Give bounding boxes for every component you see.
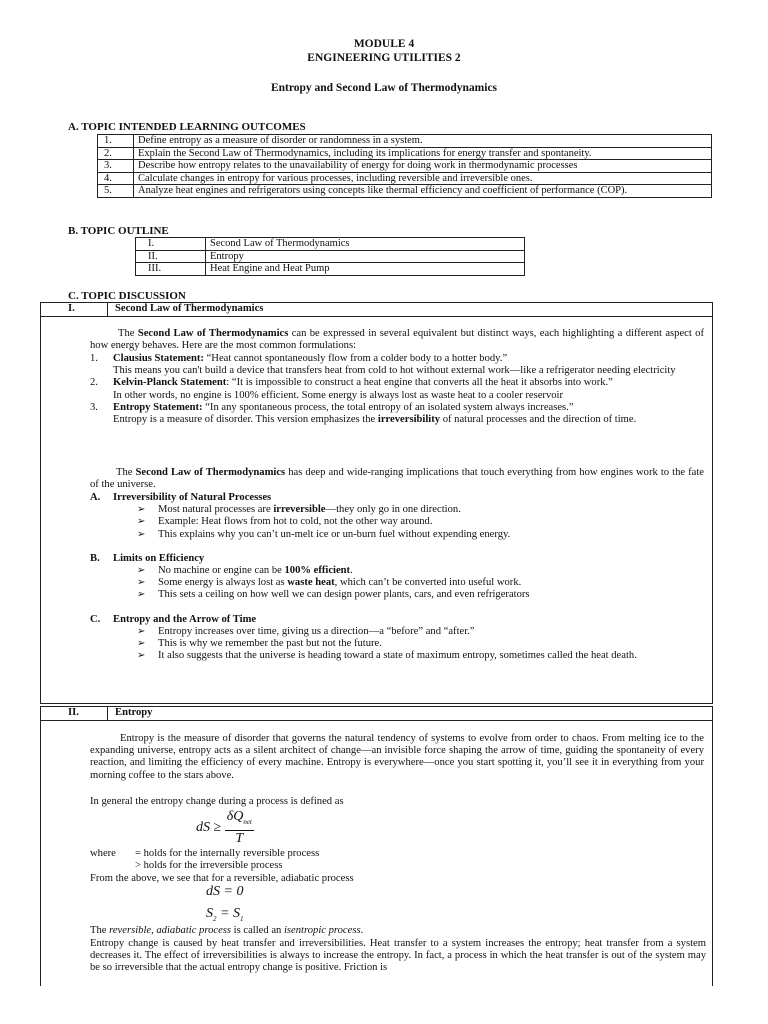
implication-subsection [90,553,710,602]
arrow-bullet-icon: ➢ [137,528,146,540]
statement-number: 1. [90,353,98,364]
where-reversible: = holds for the internally reversible process [135,848,320,859]
statement-detail [113,365,703,377]
arrow-bullet-icon: ➢ [137,650,146,662]
statement-detail-text: This means you can't build a device that transfers heat from cold to hot without external work—like a refrigerator needing electricity [113,365,676,377]
part-one-title: Second Law of Thermodynamics [115,303,264,314]
bullet-item [90,577,698,589]
topic-outline-table [135,237,525,276]
statement-line [113,402,710,414]
part-two-title: Entropy [115,707,153,718]
outline-text: Entropy [206,250,525,263]
arrow-bullet-icon: ➢ [137,625,146,637]
bullet-text: Example: Heat flows from hot to cold, not the other way around. [158,516,433,528]
part-two-number: II. [68,707,79,718]
statement-detail-text: Entropy is a measure of disorder. This version emphasizes the [113,414,378,426]
outcome-text: Describe how entropy relates to the unavailability of energy for doing work in thermodynamic processes [134,160,712,173]
outcome-text: Define entropy as a measure of disorder or randomness in a system. [134,135,712,148]
bullet-item [90,504,698,516]
bullet-item [90,638,698,650]
bullet-text: This sets a ceiling on how well we can design power plants, cars, and even refrigerators [158,589,530,601]
arrow-bullet-icon: ➢ [137,565,146,577]
outline-number: I. [136,238,206,251]
bullet-text: This explains why you can’t un-melt ice or un-burn fuel without expending energy. [158,528,511,540]
arrow-bullet-icon: ➢ [137,504,146,516]
bullet-text: Some energy is always lost as waste heat, which can’t be converted into useful work. [158,577,522,589]
statement-line [113,377,710,389]
outcome-text: Explain the Second Law of Thermodynamics, including its implications for energy transfer and spontaneity. [134,147,712,160]
isentropic-equation: $S_2 = S_1$ [206,906,244,923]
outcome-row [98,172,712,185]
statement-detail [113,414,703,426]
outline-row [136,238,525,251]
bullet-item [90,650,698,662]
arrow-bullet-icon: ➢ [137,638,146,650]
implication-subsection [90,492,710,541]
bullet-item [90,565,698,577]
entropy-intro: Entropy is the measure of disorder that governs the natural tendency of systems to evolve from order to chaos. From melting ice to the expanding universe, entropy acts as a silent architect of change—an invisible force shaping the arrow of time, guiding the spontaneity of every reaction, and limiting the efficiency of every machine. Entropy is everywhere—once you start spotting it, you’ll see it in everything from your morning coffee to the stars above. [90,733,704,781]
reversible-adiabatic-equation: dS = 0 [206,884,244,899]
bullet-item [90,626,698,638]
bullet-item [90,516,698,528]
statement-detail-text: of natural processes and the direction of time. [440,414,637,426]
subsection-title: Limits on Efficiency [113,552,205,564]
entropy-change-paragraph: Entropy change is caused by heat transfer and irreversibilities. Heat transfer to a system increases the entropy; heat transfer from a system decreases it. The effect of irreversibilities is always to increase the entropy. In fact, a process in which the heat transfer is out of the system may be so irreversible that the actual entropy change is positive. Friction is [90,938,706,974]
page-title: Entropy and Second Law of Thermodynamics [270,82,498,94]
statement-label: Kelvin-Planck Statement [113,377,227,389]
outcome-number: 1. [98,135,134,148]
statement-quote: : “It is impossible to construct a heat engine that converts all the heat it absorbs into work.” [226,377,613,389]
outcome-row [98,135,712,148]
bullet-text: Most natural processes are irreversible—they only go in one direction. [158,504,461,516]
part-two-divider [107,706,108,721]
law-statement [90,402,710,426]
bullet-text: It also suggests that the universe is heading toward a state of maximum entropy, sometimes called the heat death. [158,650,637,662]
law-statement [90,353,710,377]
statement-detail-emphasis: irreversibility [377,414,441,426]
section-c-heading: C. TOPIC DISCUSSION [68,290,186,302]
section-a-heading: A. TOPIC INTENDED LEARNING OUTCOMES [68,121,306,133]
module-label: MODULE 4 [353,38,415,50]
outcome-text: Analyze heat engines and refrigerators using concepts like thermal efficiency and coefficient of performance (COP). [134,185,712,198]
outcome-row [98,160,712,173]
outline-number: III. [136,263,206,276]
outcome-row [98,147,712,160]
arrow-bullet-icon: ➢ [137,577,146,589]
subsection-letter: B. [90,552,100,564]
statement-detail-text: In other words, no engine is 100% efficient. Some energy is always lost as waste heat to a cooler reservoir [113,389,564,401]
statement-number: 2. [90,377,98,389]
outline-row [136,263,525,276]
subsection-title: Entropy and the Arrow of Time [113,613,257,625]
bullet-item [90,589,698,601]
statement-label: Clausius Statement: [113,353,204,364]
isentropic-definition: The reversible, adiabatic process is called an isentropic process. [90,925,364,936]
section-b-heading: B. TOPIC OUTLINE [68,225,169,237]
where-irreversible: > holds for the irreversible process [135,860,283,871]
outline-row [136,250,525,263]
law-statements [90,353,710,426]
outcome-row [98,185,712,198]
part-one-number: I. [68,303,75,314]
bullet-text: No machine or engine can be 100% efficient. [158,565,353,577]
arrow-bullet-icon: ➢ [137,516,146,528]
statement-quote: “In any spontaneous process, the total entropy of an isolated system always increases.” [202,401,574,413]
implications-intro: The Second Law of Thermodynamics has deep and wide-ranging implications that touch everything from how engines work to the fate of the universe. [90,467,705,491]
where-label: where [90,848,116,859]
part-one-divider [107,302,108,317]
subsection-letter: C. [90,613,101,625]
law-statement [90,377,710,401]
subsection-heading [90,553,710,565]
part-one-intro: The Second Law of Thermodynamics can be expressed in several equivalent but distinct ways, each highlighting a different aspect of how energy behaves. Here are the most common formulations: [90,328,704,352]
implication-subsections [90,492,710,674]
subsection-heading [90,492,710,504]
subsection-title: Irreversibility of Natural Processes [113,492,272,503]
learning-outcomes-table [97,134,712,198]
outline-text: Heat Engine and Heat Pump [206,263,525,276]
from-above-text: From the above, we see that for a reversible, adiabatic process [90,873,354,884]
outcome-number: 5. [98,185,134,198]
outcome-text: Calculate changes in entropy for various processes, including reversible and irreversible ones. [134,172,712,185]
bullet-text: Entropy increases over time, giving us a direction—a “before” and “after.” [158,625,475,637]
statement-label: Entropy Statement: [113,401,203,413]
entropy-general-text: In general the entropy change during a process is defined as [90,796,344,807]
outcome-number: 3. [98,160,134,173]
implication-subsection [90,614,710,663]
arrow-bullet-icon: ➢ [137,589,146,601]
bullet-text: This is why we remember the past but not the future. [158,638,382,650]
statement-number: 3. [90,401,98,413]
outline-text: Second Law of Thermodynamics [206,238,525,251]
entropy-inequality-equation: dS ≥ $\frac{\delta Q_{net}}{T}$ [196,809,252,846]
statement-detail [113,390,703,402]
course-title: ENGINEERING UTILITIES 2 [307,52,461,64]
subsection-letter: A. [90,492,101,503]
statement-quote: “Heat cannot spontaneously flow from a colder body to a hotter body.” [203,353,508,364]
bullet-item [90,529,698,541]
subsection-heading [90,614,710,626]
outcome-number: 4. [98,172,134,185]
outcome-number: 2. [98,147,134,160]
outline-number: II. [136,250,206,263]
statement-line [113,353,710,365]
